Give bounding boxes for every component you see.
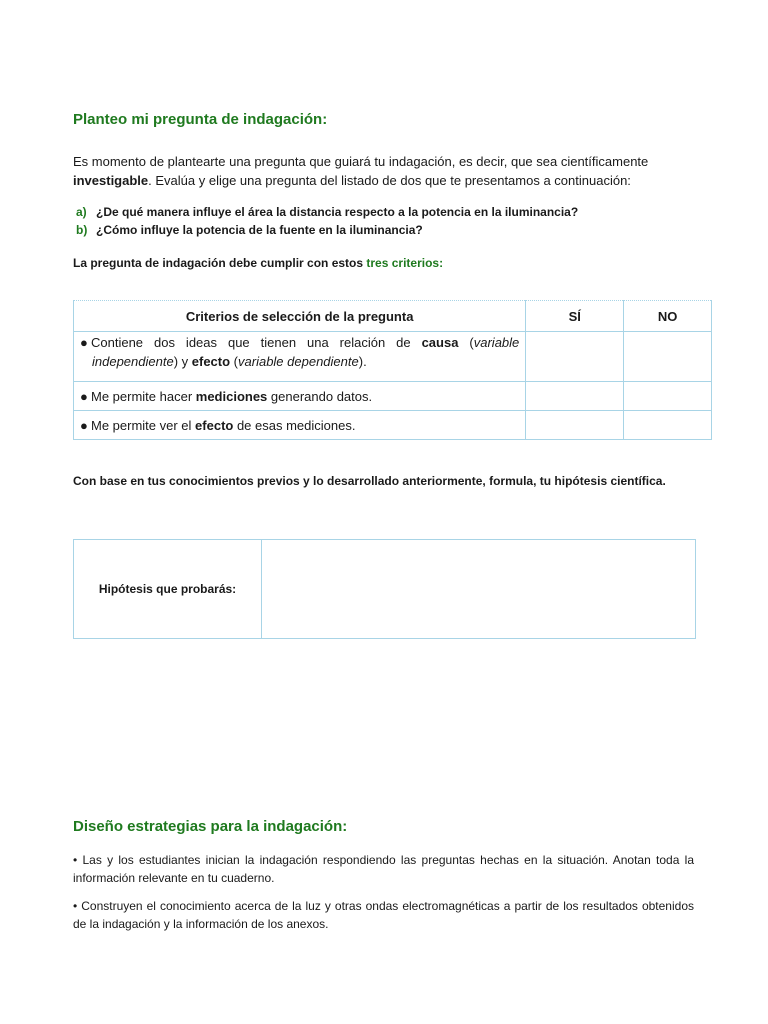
criterion-1-efecto: efecto (191, 354, 231, 369)
criterion-1-text-d: ( (230, 354, 239, 369)
section-heading-question: Planteo mi pregunta de indagación: (73, 111, 328, 128)
bullet-icon: ● (80, 389, 88, 404)
question-options (76, 203, 696, 239)
criterion-2-text-a: Me permite hacer (91, 389, 196, 404)
intro-line-2-rest: . Evalúa y elige una pregunta del listado de dos que te presentamos a continuación: (148, 173, 631, 188)
criterion-1-no-cell[interactable] (624, 332, 712, 382)
criterion-1-text-c: ) y (173, 354, 192, 369)
bullet-icon: ● (80, 418, 88, 433)
intro-line-1: Es momento de plantearte una pregunta que guiará tu indagación, es decir, que sea científicamente (73, 154, 649, 169)
criterion-3-text-b: de esas mediciones. (233, 418, 356, 433)
criterion-3-text-a: Me permite ver el (91, 418, 196, 433)
criterion-1-var-dep: variable dependiente (238, 354, 359, 369)
option-a-text: ¿De qué manera influye el área la distancia respecto a la potencia en la iluminancia? (96, 205, 579, 219)
criteria-intro (73, 254, 443, 272)
criterion-1-text-a: Contiene dos ideas que tienen una relación de (91, 335, 422, 350)
strategies-bullet-1: • Las y los estudiantes inician la indagación respondiendo las preguntas hechas en la situación. Anotan toda la información relevante en tu cuaderno. (73, 853, 694, 885)
strategies-bullet-2: • Construyen el conocimiento acerca de la luz y otras ondas electromagnéticas a partir de los resultados obtenidos de la indagación y la información de los anexos. (73, 899, 694, 931)
option-a[interactable] (76, 203, 696, 221)
criterion-2-text-b: generando datos. (267, 389, 373, 404)
criterion-cell-2 (74, 382, 526, 411)
criterion-2-si-cell[interactable] (526, 382, 624, 411)
option-a-letter: a) (76, 205, 87, 219)
intro-line-2 (73, 171, 698, 190)
header-si: SÍ (526, 301, 624, 332)
option-b-text: ¿Cómo influye la potencia de la fuente en la iluminancia? (96, 223, 423, 237)
criterion-3-no-cell[interactable] (624, 411, 712, 440)
criterion-cell-3 (74, 411, 526, 440)
criteria-table-header (74, 301, 712, 332)
hypothesis-box (73, 539, 696, 639)
header-no: NO (624, 301, 712, 332)
criterion-1-si-cell[interactable] (526, 332, 624, 382)
criteria-intro-text: La pregunta de indagación debe cumplir con estos (73, 256, 367, 270)
table-row (74, 382, 712, 411)
intro-bold-word: investigable (73, 173, 149, 188)
criterion-1-text-b: ( (458, 335, 474, 350)
criterion-1-causa: causa (421, 335, 459, 350)
criterion-3-si-cell[interactable] (526, 411, 624, 440)
table-row (74, 411, 712, 440)
hypothesis-prompt: Con base en tus conocimientos previos y lo desarrollado anteriormente, formula, tu hipótesis científica. (73, 474, 666, 488)
header-criteria: Criterios de selección de la pregunta (74, 301, 526, 332)
criterion-1-var-ind: variable independiente (92, 335, 520, 369)
criteria-table (73, 300, 712, 440)
intro-paragraph (73, 152, 698, 190)
criteria-intro-highlight: tres criterios: (366, 256, 444, 270)
criterion-2-no-cell[interactable] (624, 382, 712, 411)
option-b-letter: b) (76, 223, 88, 237)
bullet-icon: ● (80, 335, 88, 350)
hypothesis-label: Hipótesis que probarás: (74, 540, 262, 638)
criterion-cell-1 (74, 332, 526, 382)
table-row (74, 332, 712, 382)
hypothesis-input[interactable] (262, 540, 695, 638)
section-heading-strategies: Diseño estrategias para la indagación: (73, 818, 348, 835)
criterion-3-bold: efecto (195, 418, 234, 433)
criterion-1-text-e: ). (358, 354, 367, 369)
criterion-2-bold: mediciones (195, 389, 268, 404)
option-b[interactable] (76, 221, 696, 239)
